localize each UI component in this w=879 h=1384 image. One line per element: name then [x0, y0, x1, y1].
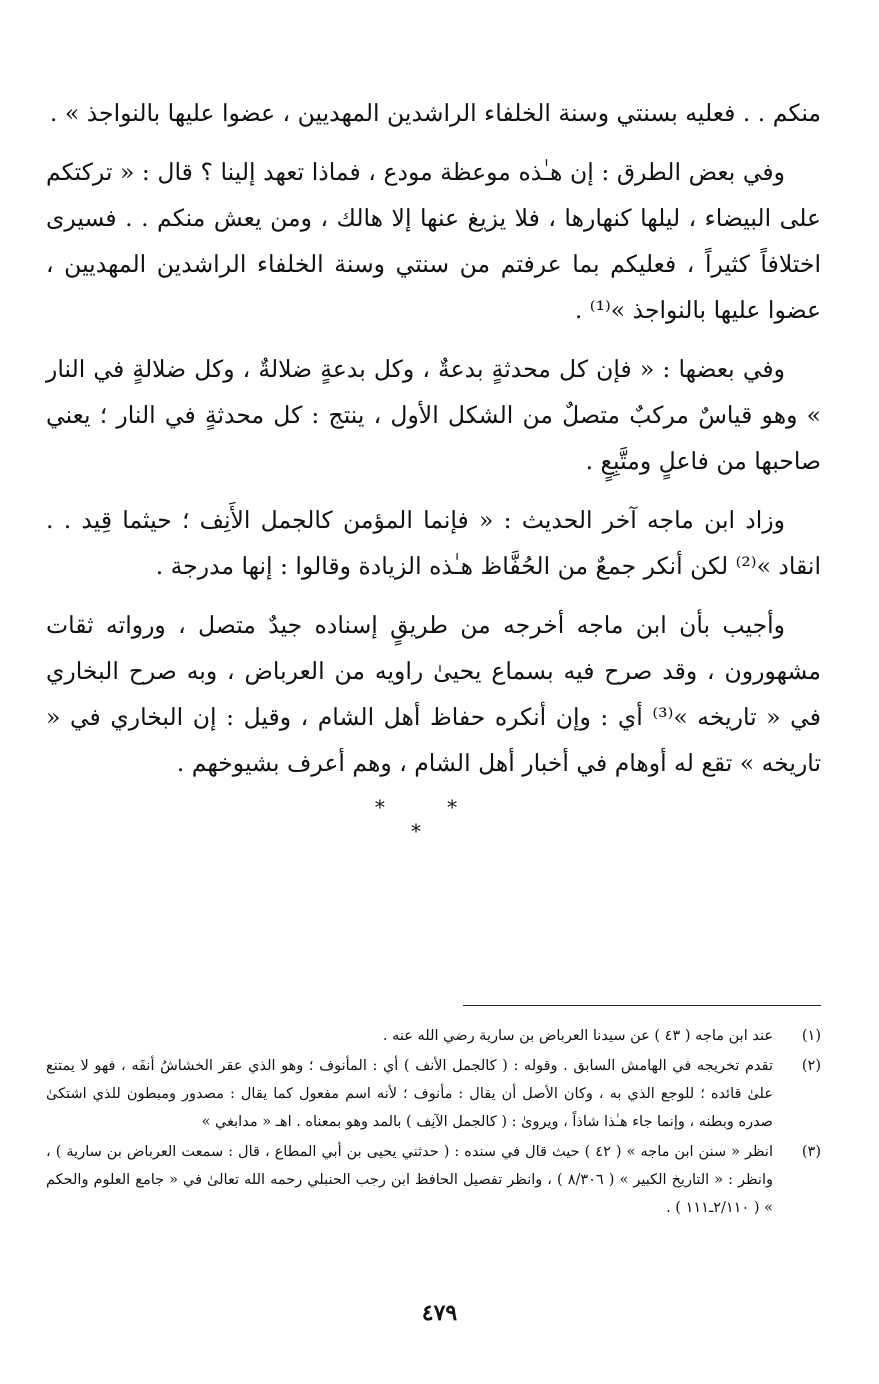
footnote-3: [46, 1138, 821, 1222]
paragraph-2: وفي بعض الطرق : إن هـٰذه موعظة مودع ، فماذا تعهد إلينا ؟ قال : « تركتكم على البيضاء ، ليلها كنهارها ، فلا يزيغ عنها إلا هالك ، ومن يعش منكم . . فسيرى اختلافاً كثيراً ، فعليكم بما عرفتم من سنتي وسنة الخلفاء الراشدين المهديين ، عضوا عليها بالنواجذ »⁽¹⁾ .: [46, 158, 821, 324]
footnote-divider: [463, 1005, 821, 1006]
footnote-number: (٢): [801, 1058, 821, 1074]
footnote-text: عند ابن ماجه ( ٤٣ ) عن سيدنا العرباض بن سارية رضي الله عنه .: [382, 1028, 773, 1044]
footnote-2: [46, 1052, 821, 1136]
page-number: ٤٧٩: [421, 1300, 458, 1326]
footnote-number: (٣): [801, 1144, 821, 1160]
asterisk-separator: * * *: [374, 795, 486, 843]
footnote-number: (١): [801, 1028, 821, 1044]
paragraph-1: منكم . . فعليه بسنتي وسنة الخلفاء الراشدين المهديين ، عضوا عليها بالنواجذ » .: [49, 99, 821, 127]
footnote-text: انظر « سنن ابن ماجه » ( ٤٢ ) حيث قال في سنده : ( حدثني يحيى بن أبي المطاع ، قال : سمعت العرباض بن سارية ) ، وانظر : « التاريخ الكبير » ( ٨/٣٠٦ ) ، وانظر تفصيل الحافظ ابن رجب الحنبلي رحمه الله تعالىٰ في « جامع العلوم والحكم » ( ٢/١١٠ـ١١١ ) .: [46, 1144, 773, 1216]
main-text: [46, 90, 821, 799]
footnotes: [46, 1022, 821, 1224]
paragraph-4: وزاد ابن ماجه آخر الحديث : « فإنما المؤمن كالجمل الأَنِف ؛ حيثما قِيد . . انقاد »⁽²⁾ لكن أنكر جمعٌ من الحُفَّاظ هـٰذه الزيادة وقالوا : إنها مدرجة .: [46, 506, 821, 580]
paragraph-5: وأجيب بأن ابن ماجه أخرجه من طريقٍ إسناده جيدٌ متصل ، ورواته ثقات مشهورون ، وقد صرح فيه بسماع يحيىٰ راويه من العرباض ، وبه صرح البخاري في « تاريخه »⁽³⁾ أي : وإن أنكره حفاظ أهل الشام ، وقيل : إن البخاري في « تاريخه » تقع له أوهام في أخبار أهل الشام ، وهم أعرف بشيوخهم .: [46, 611, 821, 777]
paragraph-3: وفي بعضها : « فإن كل محدثةٍ بدعةٌ ، وكل بدعةٍ ضلالةٌ ، وكل ضلالةٍ في النار » وهو قياسٌ مركبٌ متصلٌ من الشكل الأول ، ينتج : كل محدثةٍ في النار ؛ يعني صاحبها من فاعلٍ ومتَّبِعٍ .: [46, 355, 821, 475]
footnote-1: [46, 1022, 821, 1050]
footnote-text: تقدم تخريجه في الهامش السابق . وقوله : ( كالجمل الأنف ) أي : المأنوف ؛ وهو الذي عقر الخشاشُ أنفَه ، فهو لا يمتنع علىٰ قائده ؛ للوجع الذي به ، وكان الأصل أن يقال : مأنوف ؛ لأنه اسم مفعول كما يقال : مصدور ومبطون للذي اشتكىٰ صدره وبطنه ، وإنما جاء هـٰذا شاذاً ، ويروىٰ : ( كالجمل الآنِف ) بالمد وهو بمعناه . اهـ « مدابغي »: [46, 1058, 773, 1130]
